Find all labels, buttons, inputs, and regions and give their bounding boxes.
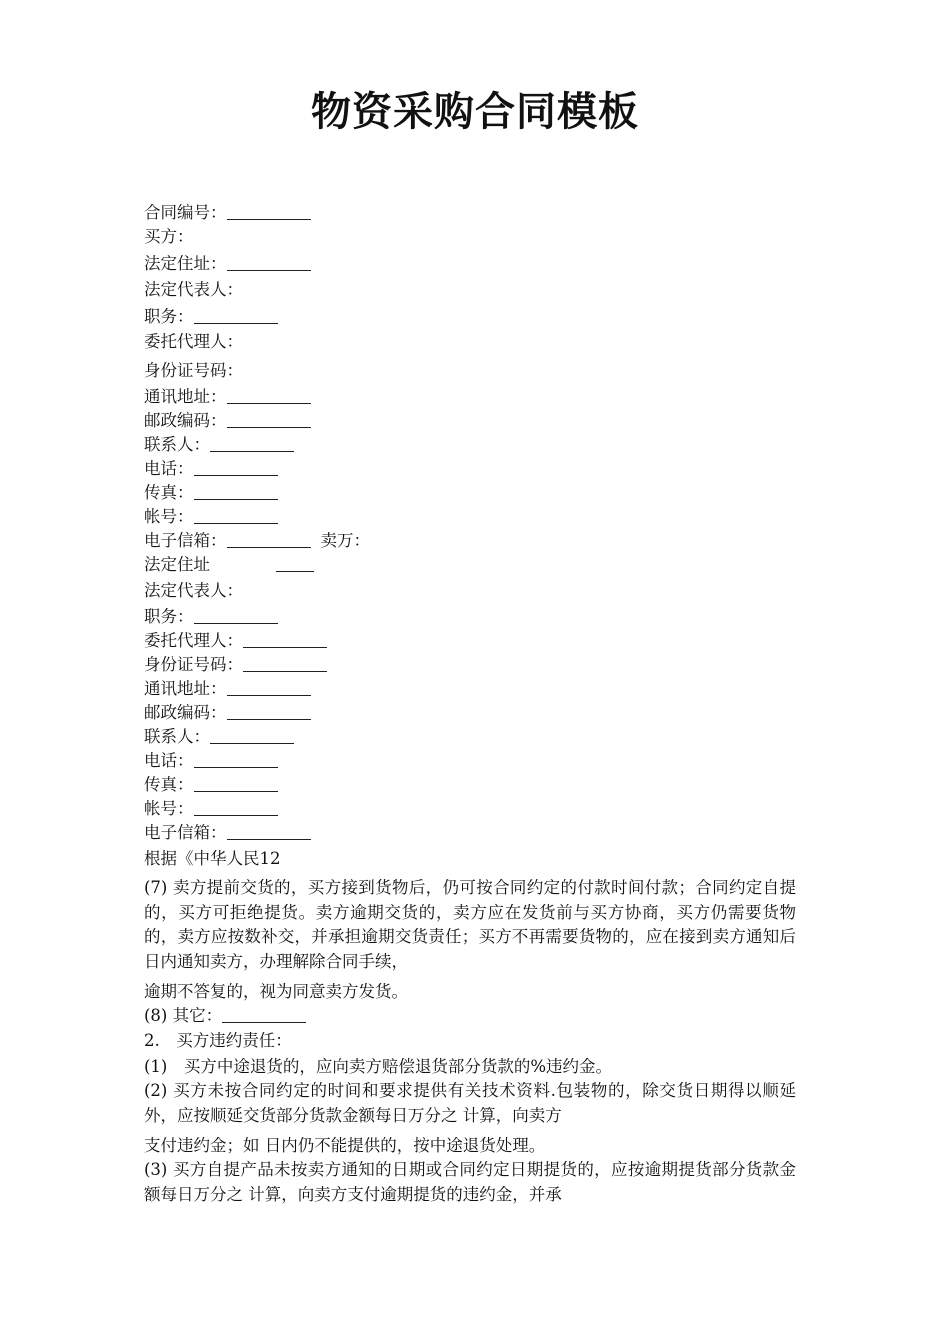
blank-field[interactable] bbox=[227, 254, 311, 271]
seller-agent-line: 委托代理人： bbox=[144, 630, 327, 652]
seller-position-line: 职务： bbox=[144, 606, 278, 628]
blank-field[interactable] bbox=[194, 751, 278, 768]
basis-line: 根据《中华人民12 bbox=[144, 849, 281, 868]
buyer-id-line: 身份证号码： bbox=[144, 361, 243, 380]
seller-postcode-line: 邮政编码： bbox=[144, 702, 311, 724]
seller-label: 卖万： bbox=[320, 531, 370, 550]
blank-field[interactable] bbox=[227, 823, 311, 840]
blank-field[interactable] bbox=[227, 411, 311, 428]
blank-field[interactable] bbox=[222, 1006, 306, 1023]
seller-rep-line: 法定代表人： bbox=[144, 581, 243, 600]
seller-mail-address-line: 通讯地址： bbox=[144, 678, 311, 700]
buyer-account-line: 帐号： bbox=[144, 506, 278, 528]
seller-account-line: 帐号： bbox=[144, 798, 278, 820]
buyer-label: 买方： bbox=[144, 227, 194, 246]
buyer-phone-line: 电话： bbox=[144, 458, 278, 480]
blank-field[interactable] bbox=[243, 631, 327, 648]
section-2-heading: 2. 买方违约责任： bbox=[144, 1031, 292, 1050]
buyer-position-line: 职务： bbox=[144, 306, 278, 328]
buyer-email-line: 电子信箱： 卖万： bbox=[144, 531, 370, 550]
seller-phone-line: 电话： bbox=[144, 750, 278, 772]
clause-b2: (2) 买方未按合同约定的时间和要求提供有关技术资料.包装物的，除交货日期得以顺延外，应按顺延交货部分货款金额每日万分之 计算，向卖方 bbox=[144, 1081, 796, 1125]
buyer-postcode-line: 邮政编码： bbox=[144, 410, 311, 432]
blank-field[interactable] bbox=[210, 727, 294, 744]
blank-field[interactable] bbox=[276, 555, 314, 572]
blank-field[interactable] bbox=[227, 531, 311, 548]
buyer-fax-line: 传真： bbox=[144, 482, 278, 504]
blank-field[interactable] bbox=[194, 799, 278, 816]
buyer-contact-line: 联系人： bbox=[144, 434, 294, 456]
blank-field[interactable] bbox=[227, 387, 311, 404]
seller-email-line: 电子信箱： bbox=[144, 822, 311, 844]
blank-field[interactable] bbox=[194, 459, 278, 476]
blank-field[interactable] bbox=[194, 483, 278, 500]
contract-number-line: 合同编号： bbox=[144, 202, 311, 224]
clause-7: (7) 卖方提前交货的，买方接到货物后，仍可按合同约定的付款时间付款；合同约定自提的，买方可拒绝提货。卖方逾期交货的，卖方应在发货前与买方协商，买方仍需要货物的，卖方应按数补交，并承担逾期交货责任；买方不再需要货物的，应在接到卖方通知后 日内通知卖方，办理解除合同手续， bbox=[144, 878, 796, 971]
blank-field[interactable] bbox=[243, 655, 327, 672]
document-title: 物资采购合同模板 bbox=[311, 89, 639, 135]
blank-field[interactable] bbox=[194, 607, 278, 624]
clause-b3: (3) 买方自提产品未按卖方通知的日期或合同约定日期提货的，应按逾期提货部分货款金额每日万分之 计算，向卖方支付逾期提货的违约金，并承 bbox=[144, 1160, 796, 1204]
clause-b1: (1) 买方中途退货的，应向卖方赔偿退货部分货款的%违约金。 bbox=[144, 1057, 613, 1076]
buyer-mail-address-line: 通讯地址： bbox=[144, 386, 311, 408]
clause-8-line: (8) 其它： bbox=[144, 1005, 306, 1027]
blank-field[interactable] bbox=[227, 703, 311, 720]
blank-field[interactable] bbox=[194, 775, 278, 792]
seller-address-line: 法定住址 bbox=[144, 554, 314, 576]
buyer-rep-line: 法定代表人： bbox=[144, 280, 243, 299]
blank-field[interactable] bbox=[227, 203, 311, 220]
blank-field[interactable] bbox=[227, 679, 311, 696]
blank-field[interactable] bbox=[194, 307, 278, 324]
seller-fax-line: 传真： bbox=[144, 774, 278, 796]
clause-b2-end: 支付违约金；如 日内仍不能提供的，按中途退货处理。 bbox=[144, 1136, 546, 1155]
blank-field[interactable] bbox=[194, 507, 278, 524]
seller-id-line: 身份证号码： bbox=[144, 654, 327, 676]
buyer-agent-line: 委托代理人： bbox=[144, 332, 243, 351]
seller-contact-line: 联系人： bbox=[144, 726, 294, 748]
buyer-address-line: 法定住址： bbox=[144, 253, 311, 275]
blank-field[interactable] bbox=[210, 435, 294, 452]
clause-7-end: 逾期不答复的，视为同意卖方发货。 bbox=[144, 982, 408, 1001]
